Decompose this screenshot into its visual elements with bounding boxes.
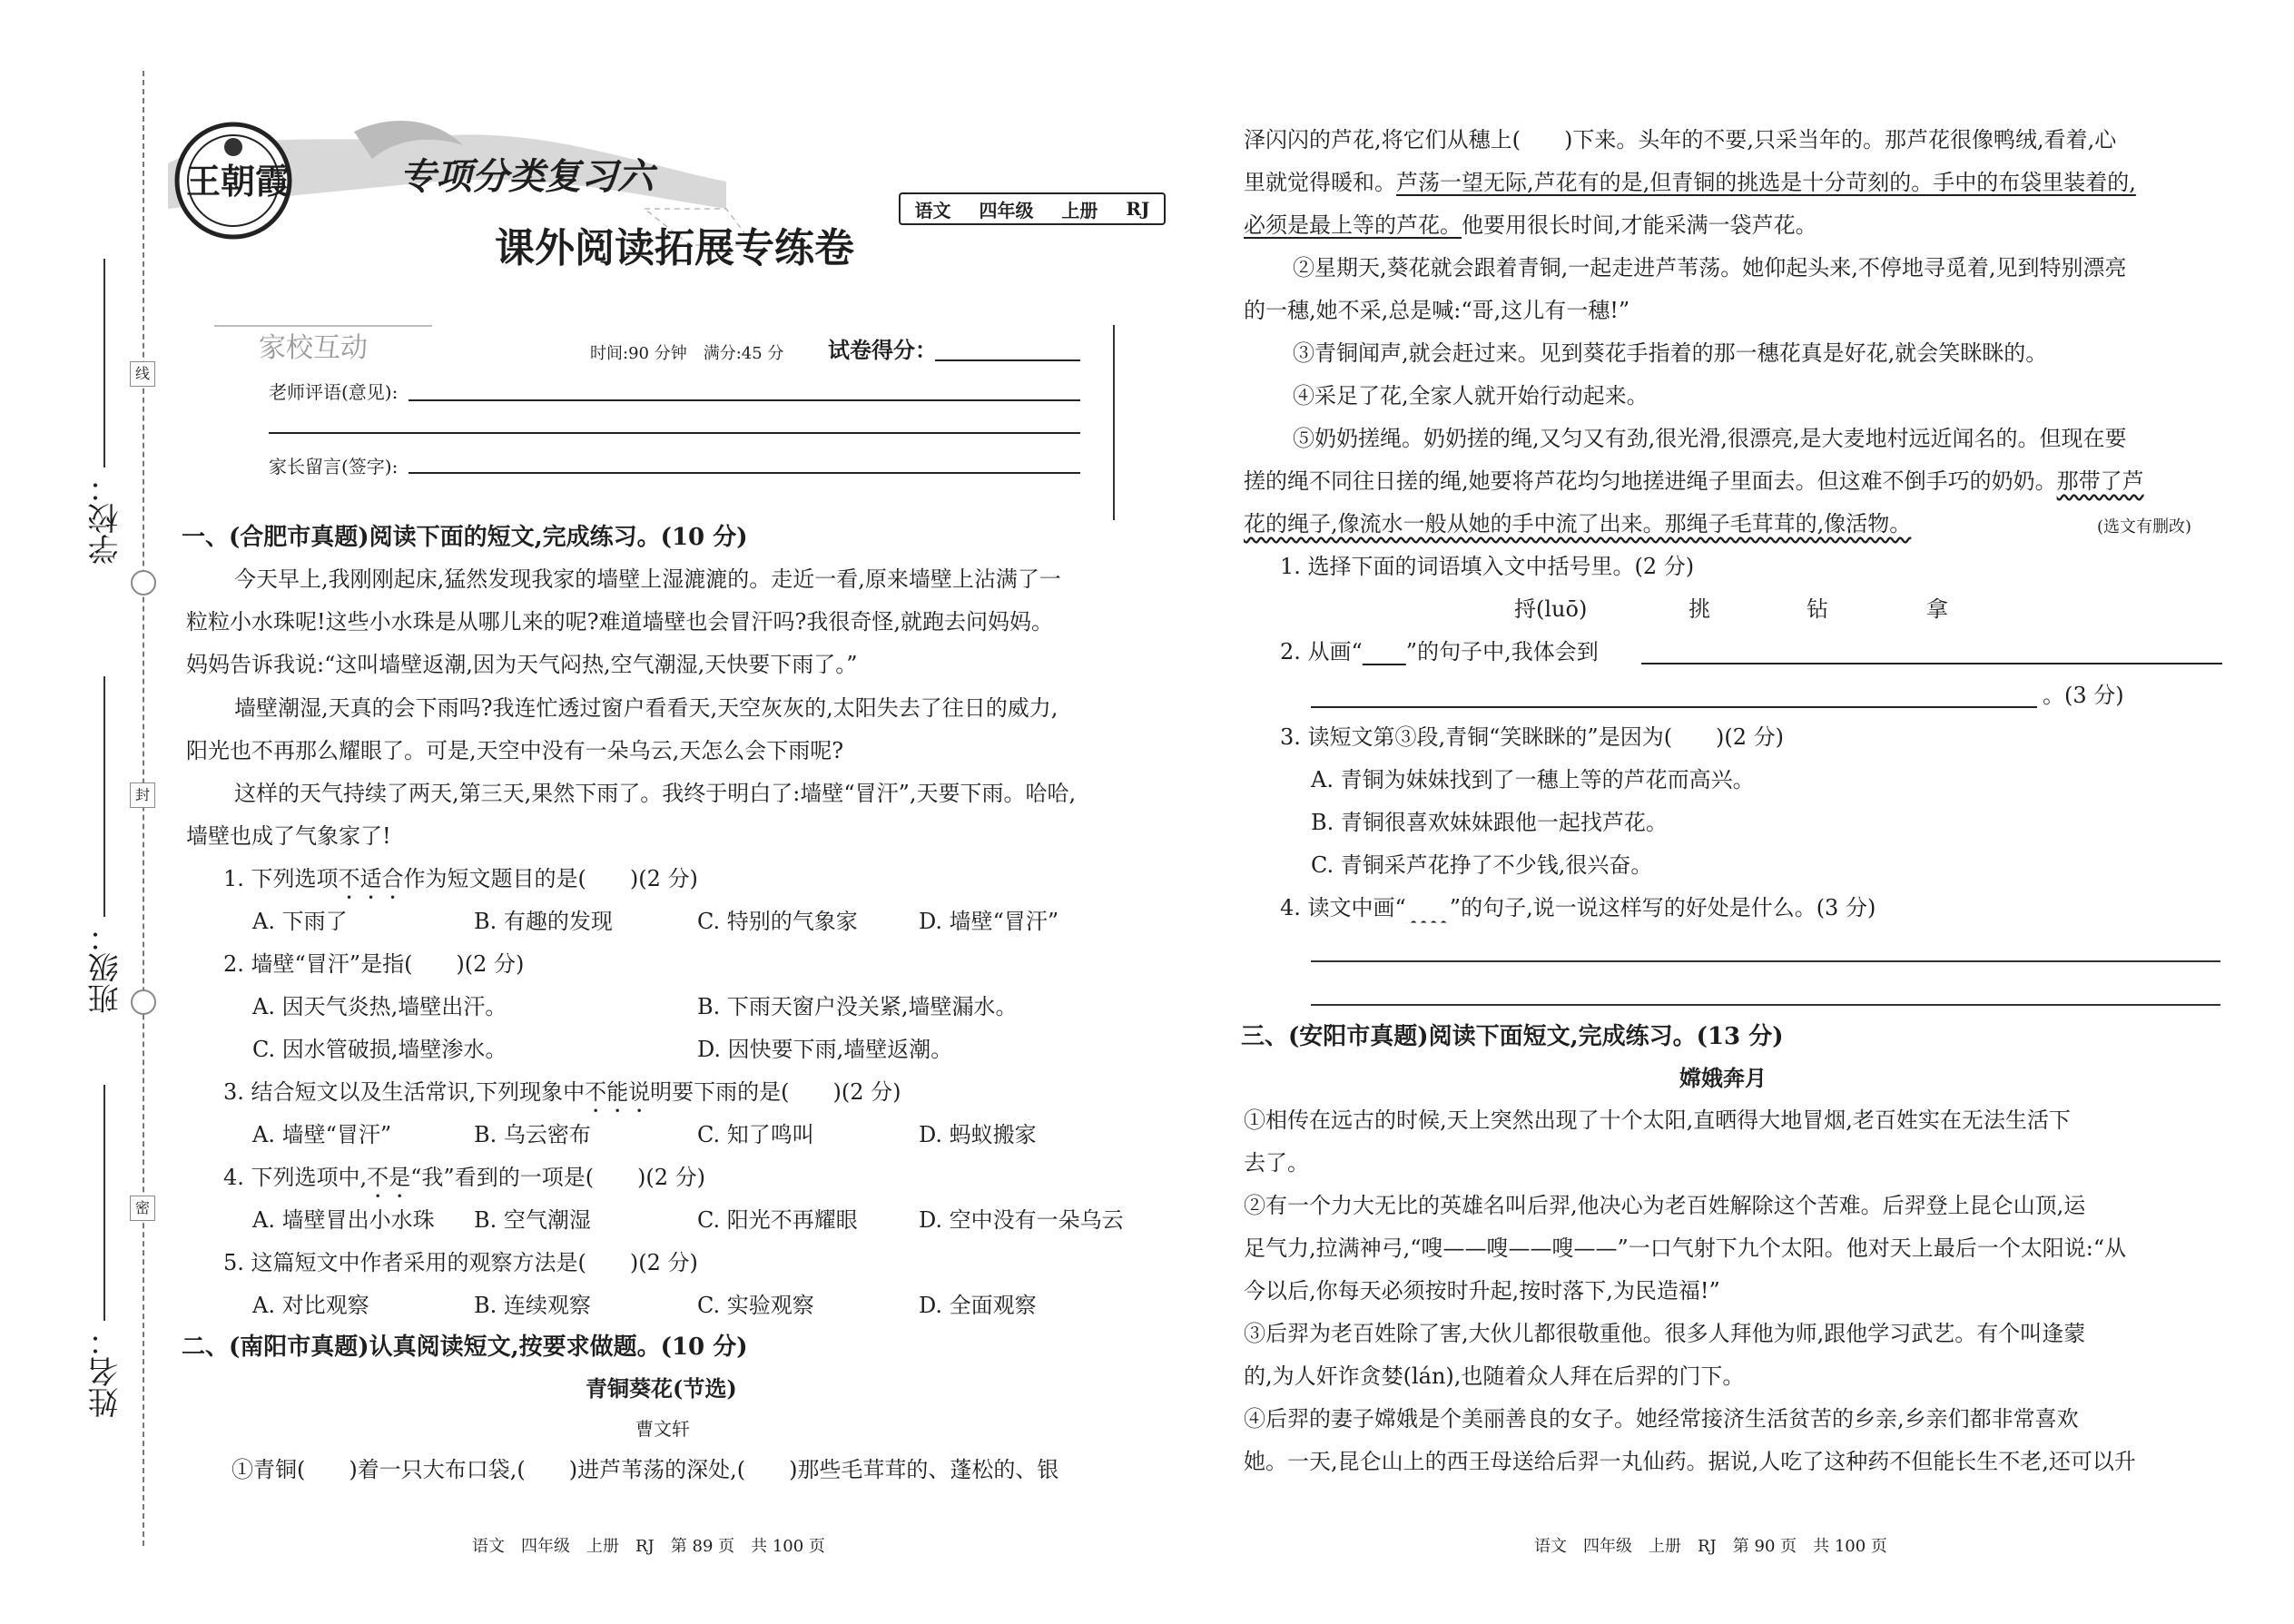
s1-para-line: 这样的天气持续了两天,第三天,果然下雨了。我终于明白了:墙壁“冒汗”,天要下雨。哈哈, (234, 781, 1077, 806)
teacher-comment-field-2[interactable] (269, 432, 1080, 434)
s3-para-line: 她。一天,昆仑山上的西王母送给后羿一丸仙药。据说,人吃了这种药不但能长生不老,还可以升 (1244, 1449, 2136, 1474)
s1-q4-option[interactable]: C. 阳光不再耀眼 (697, 1207, 858, 1233)
s3-para-line: 足气力,拉满神弓,“嗖——嗖——嗖——”一口气射下九个太阳。他对天上最后一个太阳说:“从 (1244, 1235, 2127, 1261)
s2-q2: 2. 从画“ ”的句子中,我体会到 (1280, 639, 1599, 664)
binding-dashed-line (143, 71, 144, 1546)
answer-line[interactable] (1641, 663, 2222, 664)
s3-para-line: 去了。 (1244, 1150, 1309, 1176)
s1-q3-option[interactable]: D. 蚂蚁搬家 (919, 1122, 1037, 1147)
s2-para-line: 花的绳子,像流水一般从她的手中流了出来。那绳子毛茸茸的,像活物。 (1244, 511, 1912, 536)
word-choice[interactable]: 拿 (1926, 596, 1948, 622)
s1-q3-option[interactable]: C. 知了鸣叫 (697, 1122, 814, 1147)
s1-q4-option[interactable]: B. 空气潮湿 (474, 1207, 591, 1233)
binding-hole (131, 570, 156, 595)
s2-q3-option[interactable]: C. 青铜采芦花挣了不少钱,很兴奋。 (1311, 852, 1653, 878)
s2-q2-score: 。(3 分) (2043, 683, 2124, 708)
s1-q5-option[interactable]: C. 实验观察 (697, 1293, 814, 1318)
section1-heading: 一、(合肥市真题)阅读下面的短文,完成练习。(10 分) (182, 524, 748, 551)
s3-para-line: 的,为人奸诈贪婪(lán),也随着众人拜在后羿的门下。 (1244, 1363, 1745, 1389)
s2-q4: 4. 读文中画“ ”的句子,说一说这样写的好处是什么。(3 分) (1280, 895, 1876, 920)
s2-para-line: ①青铜( )着一只大布口袋,( )进芦苇荡的深处,( )那些毛茸茸的、蓬松的、银 (231, 1457, 1059, 1482)
teacher-comment-field[interactable] (409, 399, 1080, 401)
s1-q4-option[interactable]: A. 墙壁冒出小水珠 (252, 1207, 435, 1233)
parent-label: 家长留言(签字): (269, 456, 399, 477)
binding-tag-feng: 封 (130, 782, 155, 808)
time-score: 时间:90 分钟 满分:45 分 (590, 344, 784, 363)
s3-para-line: ①相传在远古的时候,天上突然出现了十个太阳,直晒得大地冒烟,老百姓实在无法生活下 (1244, 1107, 2071, 1133)
s1-q1-option[interactable]: C. 特别的气象家 (697, 909, 858, 934)
s1-q2: 2. 墙壁“冒汗”是指( )(2 分) (223, 951, 525, 977)
s1-q4: 4. 下列选项中,不是“我”看到的一项是( )(2 分) (223, 1165, 706, 1190)
series-title: 专项分类复习六 (399, 155, 654, 198)
grade-badge (899, 192, 1166, 225)
s2-para-line: 搓的绳不同往日搓的绳,她要将芦花均匀地搓进绳子里面去。但这难不倒手巧的奶奶。那带了芦 (1244, 468, 2144, 494)
s2-para-line: ③青铜闻声,就会赶过来。见到葵花手指着的那一穗花真是好花,就会笑眯眯的。 (1293, 340, 2048, 366)
s1-para-line: 墙壁也成了气象家了! (186, 823, 391, 849)
section2-author: 曹文轩 (635, 1418, 690, 1440)
s2-para-line: 必须是最上等的芦花。他要用很长时间,才能采满一袋芦花。 (1244, 212, 1817, 238)
s2-para-line: 泽闪闪的芦花,将它们从穗上( )下来。头年的不要,只采当年的。那芦花很像鸭绒,看着,心 (1244, 127, 2117, 153)
s3-para-line: ④后羿的妻子嫦娥是个美丽善良的女子。她经常接济生活贫苦的乡亲,乡亲们都非常喜欢 (1244, 1406, 2079, 1432)
s2-q3: 3. 读短文第③段,青铜“笑眯眯的”是因为( )(2 分) (1280, 724, 1785, 750)
word-choice[interactable]: 钻 (1807, 596, 1828, 622)
s1-para-line: 阳光也不再那么耀眼了。可是,天空中没有一朵乌云,天怎么会下雨呢? (186, 738, 844, 763)
s2-para-line: ④采足了花,全家人就开始行动起来。 (1293, 383, 1649, 408)
s1-para-line: 妈妈告诉我说:“这叫墙壁返潮,因为天气闷热,空气潮湿,天快要下雨了。” (186, 652, 858, 677)
s1-para-line: 墙壁潮湿,天真的会下雨吗?我连忙透过窗户看看天,天空灰灰的,太阳失去了往日的威力, (234, 695, 1058, 721)
s3-para-line: ③后羿为老百姓除了害,大伙儿都很敬重他。很多人拜他为师,跟他学习武艺。有个叫逢蒙 (1244, 1321, 2086, 1346)
answer-line[interactable] (1311, 706, 2037, 708)
source-note: (选文有删改) (2097, 517, 2192, 536)
badge-subject: 语文 (914, 199, 951, 221)
binding-tag-xian: 线 (130, 361, 155, 387)
s2-q3-option[interactable]: B. 青铜很喜欢妹妹跟他一起找芦花。 (1311, 810, 1668, 835)
badge-term: 上册 (1061, 199, 1098, 221)
page-footer-left: 语文 四年级 上册 RJ 第 89 页 共 100 页 (472, 1537, 825, 1556)
school-fill-line (103, 259, 105, 468)
s1-q3: 3. 结合短文以及生活常识,下列现象中不能说明要下雨的是( )(2 分) (223, 1079, 901, 1105)
class-label: 班级： (88, 921, 124, 1014)
section2-heading: 二、(南阳市真题)认真阅读短文,按要求做题。(10 分) (182, 1334, 748, 1361)
binding-hole (131, 989, 156, 1015)
score-field[interactable] (935, 359, 1080, 361)
binding-tag-mi: 密 (130, 1196, 155, 1221)
word-choice[interactable]: 挑 (1689, 596, 1710, 622)
family-school-label: 家校互动 (259, 332, 368, 364)
s1-q1: 1. 下列选项不适合作为短文题目的是( )(2 分) (223, 866, 698, 891)
s2-para-line: 的一穗,她不采,总是喊:“哥,这儿有一穗!” (1244, 298, 1630, 323)
s1-q1-option[interactable]: B. 有趣的发现 (474, 909, 613, 934)
section3-title: 嫦娥奔月 (1679, 1065, 1767, 1091)
logo-text: 王朝霞 (186, 161, 290, 202)
s1-q5-option[interactable]: A. 对比观察 (252, 1293, 369, 1318)
section3-heading: 三、(安阳市真题)阅读下面短文,完成练习。(13 分) (1241, 1023, 1784, 1050)
section2-title: 青铜葵花(节选) (586, 1375, 737, 1402)
badge-grade: 四年级 (979, 199, 1034, 221)
s1-q2-option[interactable]: D. 因快要下雨,墙壁返潮。 (697, 1037, 953, 1062)
s1-q2-option[interactable]: B. 下雨天窗户没关紧,墙壁漏水。 (697, 994, 1018, 1019)
main-title: 课外阅读拓展专练卷 (495, 225, 854, 271)
s1-q1-option[interactable]: D. 墙壁“冒汗” (919, 909, 1059, 934)
score-label: 试卷得分： (828, 337, 937, 363)
name-label: 姓名： (88, 1325, 124, 1418)
s2-q3-option[interactable]: A. 青铜为妹妹找到了一穗上等的芦花而高兴。 (1311, 767, 1755, 792)
s1-q5-option[interactable]: B. 连续观察 (474, 1293, 591, 1318)
class-fill-line (103, 676, 105, 917)
parent-comment-field[interactable] (409, 472, 1080, 474)
name-fill-line (103, 1085, 105, 1321)
s1-q5-option[interactable]: D. 全面观察 (919, 1293, 1037, 1318)
s1-q3-option[interactable]: A. 墙壁“冒汗” (252, 1122, 392, 1147)
s2-para-line: ②星期天,葵花就会跟着青铜,一起走进芦苇荡。她仰起头来,不停地寻觅着,见到特别漂亮 (1293, 255, 2127, 281)
s1-q2-option[interactable]: A. 因天气炎热,墙壁出汗。 (252, 994, 507, 1019)
page-footer-right: 语文 四年级 上册 RJ 第 90 页 共 100 页 (1534, 1537, 1887, 1556)
s1-para-line: 今天早上,我刚刚起床,猛然发现我家的墙壁上湿漉漉的。走近一看,原来墙壁上沾满了一 (234, 566, 1061, 592)
s1-q5: 5. 这篇短文中作者采用的观察方法是( )(2 分) (223, 1250, 698, 1275)
s3-para-line: ②有一个力大无比的英雄名叫后羿,他决心为老百姓解除这个苦难。后羿登上昆仑山顶,运 (1244, 1193, 2086, 1218)
s2-para-line: 里就觉得暖和。芦荡一望无际,芦花有的是,但青铜的挑选是十分苛刻的。手中的布袋里装着的, (1244, 170, 2136, 195)
school-label: 学校： (88, 472, 124, 565)
badge-edition: RJ (1126, 198, 1150, 220)
s2-para-line: ⑤奶奶搓绳。奶奶搓的绳,又匀又有劲,很光滑,很漂亮,是大麦地村远近闻名的。但现在要 (1293, 426, 2127, 451)
answer-line[interactable] (1311, 1004, 2220, 1006)
s1-q3-option[interactable]: B. 乌云密布 (474, 1122, 591, 1147)
s1-q4-option[interactable]: D. 空中没有一朵乌云 (919, 1207, 1124, 1233)
teacher-label: 老师评语(意见): (269, 381, 399, 403)
answer-line[interactable] (1311, 960, 2220, 962)
s1-para-line: 粒粒小水珠呢!这些小水珠是从哪儿来的呢?难道墙壁也会冒汗吗?我很奇怪,就跑去问妈妈。 (186, 609, 1054, 635)
s2-q1: 1. 选择下面的词语填入文中括号里。(2 分) (1280, 554, 1695, 579)
s1-q2-option[interactable]: C. 因水管破损,墙壁渗水。 (252, 1037, 507, 1062)
s3-para-line: 今以后,你每天必须按时升起,按时落下,为民造福!” (1244, 1278, 1720, 1304)
word-choice[interactable]: 捋(luō) (1514, 596, 1588, 622)
s1-q1-option[interactable]: A. 下雨了 (252, 909, 348, 934)
divider (214, 325, 432, 327)
